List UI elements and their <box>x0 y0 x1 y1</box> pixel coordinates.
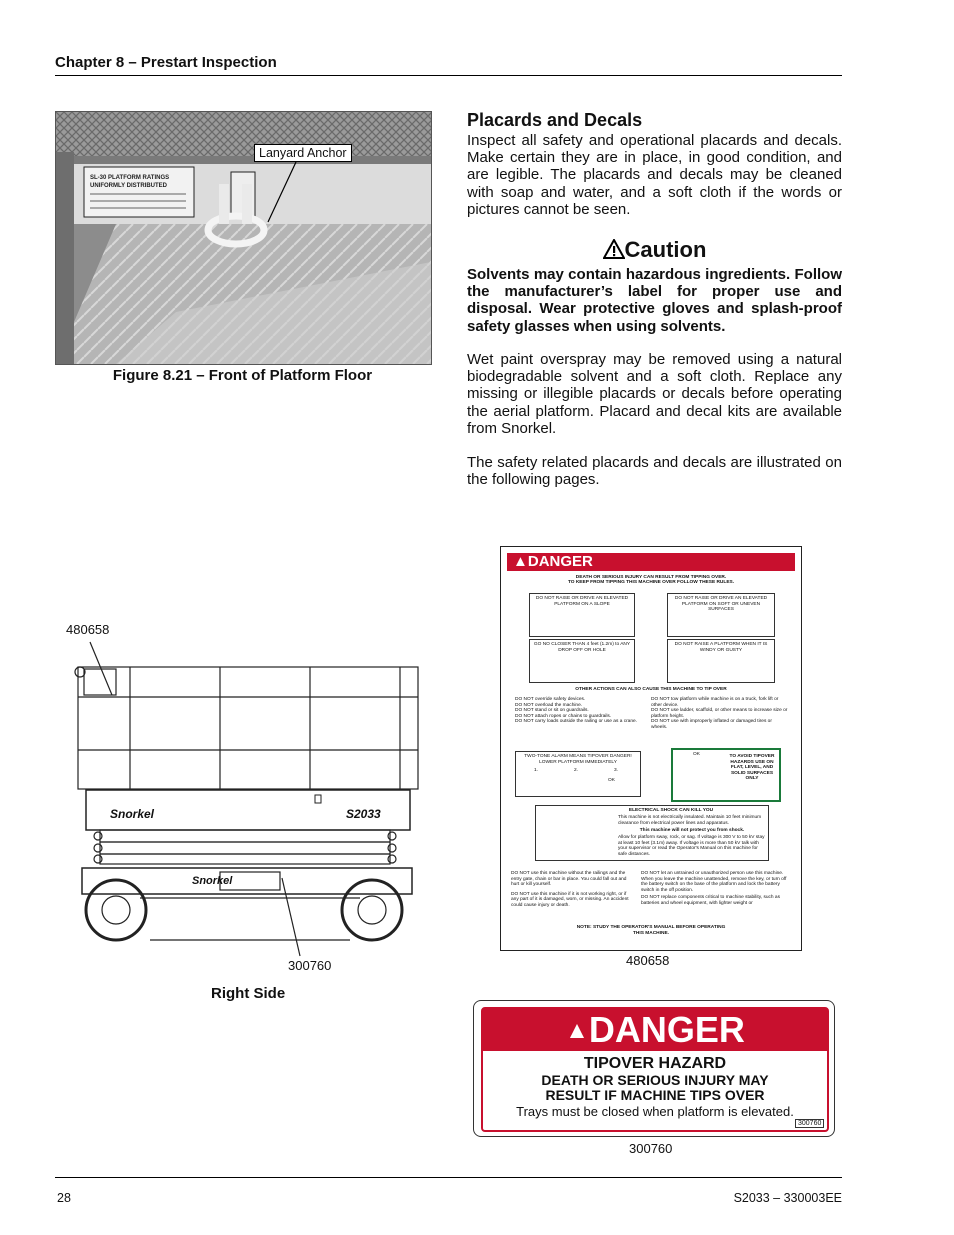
following-pages-paragraph: The safety related placards and decals are illustrated on the following pages. <box>467 454 842 489</box>
placard-title: SL-30 PLATFORM RATINGS <box>90 175 170 181</box>
decal2-header: ▲DANGER <box>483 1009 827 1051</box>
machine-right-side-drawing <box>60 640 430 960</box>
decal2-title: TIPOVER HAZARD <box>583 1055 727 1072</box>
decal1-bottom-left: DO NOT use this machine without the railings and the entry gate, chain or bar in place. You could fall out and hurt or kill yourself. DO NOT use this machine if it is not working right, or if any part of it is damaged, worn, or missing. An accident could cause injury or death. <box>511 871 629 908</box>
decal1-electrical-box: ELECTRICAL SHOCK CAN KILL YOU This machine is not electrically insulated. Maintain 10 feet minimum clearance from electrical power lines and apparatus. This machine will not protect you from shock. Allow for platform sway, rock, or sag. If voltage is 300 V to 50 kV stay at least 10 feet (3.1m) away. If voltage is more than 50 kV talk with your supervisor or read the Operator's Manual on this machine for safe distances. <box>535 805 769 861</box>
decal-480658-header: ▲DANGER <box>507 553 795 571</box>
decal1-box-windy: DO NOT RAISE A PLATFORM WHEN IT IS WINDY OR GUSTY <box>667 639 775 683</box>
decal1-bottom-right: DO NOT let an untrained or unauthorized person use this machine. When you leave the machine unattended, remove the key, or turn off the battery switch on the base of the platform and lock the battery switch in the off position. DO NOT replace components critical to machine stability, such as batteries and wheel equipment, with lighter weight or <box>641 871 787 906</box>
decal1-box-surfaces: DO NOT RAISE OR DRIVE AN ELEVATED PLATFORM ON SOFT OR UNEVEN SURFACES <box>667 593 775 637</box>
document-number: S2033 – 330003EE <box>733 1191 842 1205</box>
right-side-caption: Right Side <box>211 985 286 1002</box>
decal2-line1: DEATH OR SERIOUS INJURY MAY <box>541 1072 769 1088</box>
decal1-rules-left: DO NOT override safety devices. DO NOT overload the machine. DO NOT stand or sit on guardrails. DO NOT attach ropes or chains to guardrails. DO NOT carry loads outside the railing or use as a crane. <box>515 697 638 725</box>
decal2-line3: Trays must be closed when platform is elevated. <box>516 1104 794 1119</box>
paint-paragraph: Wet paint overspray may be removed using a natural biodegradable solvent and a soft cloth. Replace any missing or illegible placards or decals before operating the aerial platform. Placard and decal kits are available from Snorkel. <box>467 351 842 437</box>
decal-300760-label: 300760 <box>629 1141 673 1156</box>
chapter-header: Chapter 8 – Prestart Inspection <box>55 54 277 71</box>
decal1-box-slope: DO NOT RAISE OR DRIVE AN ELEVATED PLATFORM ON A SLOPE <box>529 593 635 637</box>
decal1-alarm-box: TWO-TONE ALARM MEANS TIPOVER DANGER! LOWER PLATFORM IMMEDIATELY 1. 2. 3. OK <box>515 751 641 797</box>
machine-brand-upper: Snorkel <box>110 807 155 821</box>
danger-triangle-icon: ▲ <box>513 553 528 570</box>
section-title: Placards and Decals <box>467 110 643 130</box>
danger-triangle-icon-2: ▲ <box>565 1017 589 1044</box>
decal-480658-label: 480658 <box>626 953 670 968</box>
decal2-small-pn: 300760 <box>795 1119 824 1128</box>
decal1-box-dropoff: GO NO CLOSER THAN 4 feet (1.2m) to ANY DROP OFF OR HOLE <box>529 639 635 683</box>
decal-300760 <box>473 1000 835 1137</box>
decal1-line1: DEATH OR SERIOUS INJURY CAN RESULT FROM TIPPING OVER. <box>575 575 727 580</box>
decal1-line2: TO KEEP FROM TIPPING THIS MACHINE OVER FOLLOW THESE RULES. <box>567 580 735 585</box>
machine-label-480658: 480658 <box>66 622 110 637</box>
decal1-other-actions: OTHER ACTIONS CAN ALSO CAUSE THIS MACHINE TO TIP OVER <box>575 687 727 692</box>
decal1-rules-right: DO NOT tow platform while machine is on a truck, fork lift or other device. DO NOT use ladder, scaffold, or other means to increase size or platform height. DO NOT use with improperly inflated or damaged tires or wheels. <box>651 697 788 730</box>
header-rule <box>55 75 842 76</box>
decal1-avoid-box: OK TO AVOID TIPOVER HAZARDS USE ON FLAT, LEVEL, AND SOLID SURFACES ONLY <box>671 748 781 802</box>
machine-label-300760: 300760 <box>288 958 332 973</box>
caution-text: Solvents may contain hazardous ingredients. Follow the manufacturer’s label for proper use and disposal. Wear protective gloves and splash-proof safety glasses when using solvents. <box>467 266 842 335</box>
footer-rule <box>55 1177 842 1178</box>
callout-leader-line <box>56 112 431 364</box>
machine-model: S2033 <box>346 807 381 821</box>
page-number: 28 <box>57 1191 71 1205</box>
lanyard-anchor-callout: Lanyard Anchor <box>254 144 352 162</box>
caution-title: Caution <box>624 237 707 262</box>
caution-heading <box>467 237 842 265</box>
decal-480658 <box>500 546 802 951</box>
warning-triangle-icon <box>603 239 625 265</box>
intro-paragraph: Inspect all safety and operational placards and decals. Make certain they are in place, in good condition, and are legible. The placards and decals may be cleaned with soap and water, and a soft cloth if the words or pictures cannot be seen. <box>467 132 842 218</box>
decal2-line2: RESULT IF MACHINE TIPS OVER <box>545 1087 765 1103</box>
figure-caption: Figure 8.21 – Front of Platform Floor <box>112 367 373 384</box>
placard-subtitle: UNIFORMLY DISTRIBUTED <box>90 183 168 189</box>
decal1-note: NOTE: STUDY THE OPERATOR'S MANUAL BEFORE OPERATING THIS MACHINE. <box>576 925 726 936</box>
platform-floor-photo <box>55 111 432 365</box>
machine-brand-lower: Snorkel <box>192 875 233 887</box>
